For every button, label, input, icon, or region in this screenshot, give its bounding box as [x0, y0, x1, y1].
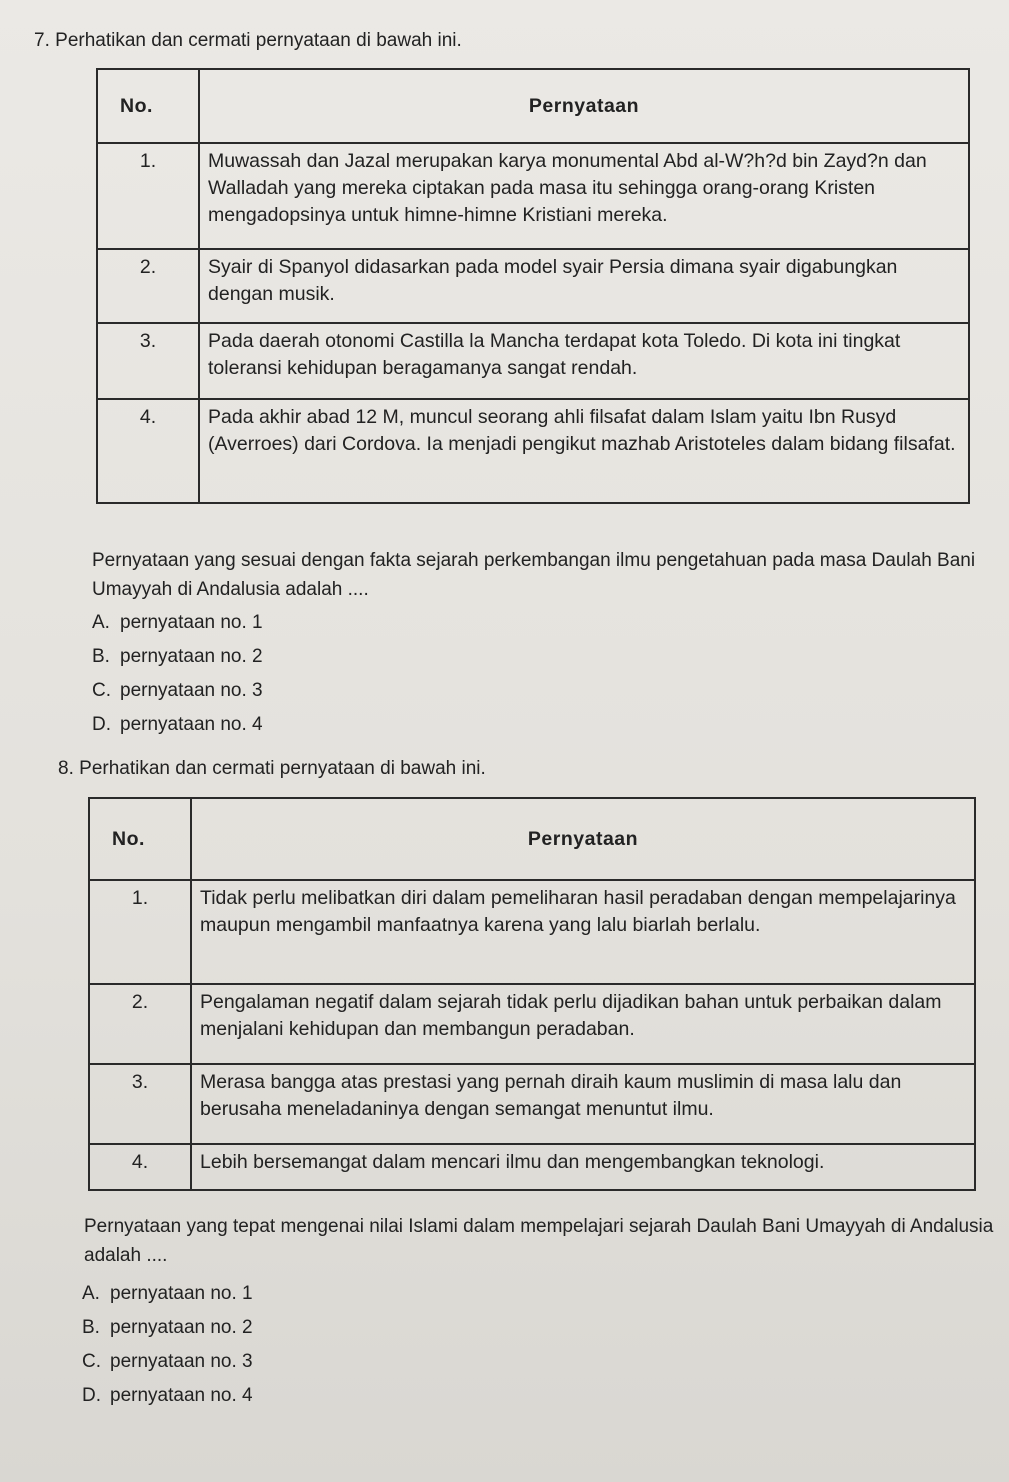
q8-question: Pernyataan yang tepat mengenai nilai Islami dalam mempelajari sejarah Daulah Bani Umayyah di Andalusia adalah ....: [84, 1216, 994, 1266]
row-number: 3.: [97, 323, 199, 399]
option-letter: A.: [82, 1283, 100, 1304]
q7-number: 7.: [34, 30, 50, 51]
table-row: [97, 249, 969, 323]
q8-instruction: Perhatikan dan cermati pernyataan di bawah ini.: [79, 758, 486, 779]
q8-option-a[interactable]: [82, 1277, 253, 1311]
q8-number: 8.: [58, 758, 74, 779]
q7-option-a[interactable]: [92, 606, 263, 640]
option-letter: A.: [92, 612, 110, 633]
row-number: 1.: [89, 880, 191, 984]
q7-option-c[interactable]: [92, 674, 263, 708]
option-letter: C.: [82, 1351, 101, 1372]
table-row: [97, 143, 969, 249]
q7-options: [92, 606, 263, 742]
table-row: [89, 1064, 975, 1144]
row-number: 2.: [89, 984, 191, 1064]
row-statement: Merasa bangga atas prestasi yang pernah diraih kaum muslimin di masa lalu dan berusaha meneladaninya dengan semangat menuntut ilmu.: [191, 1064, 975, 1144]
row-statement: Pengalaman negatif dalam sejarah tidak perlu dijadikan bahan untuk perbaikan dalam menjalani kehidupan dan membangun peradaban.: [191, 984, 975, 1064]
q8-option-c[interactable]: [82, 1345, 253, 1379]
row-number: 2.: [97, 249, 199, 323]
option-letter: B.: [82, 1317, 100, 1338]
q7-option-d[interactable]: [92, 708, 263, 742]
q7-table-header: [97, 69, 969, 143]
option-letter: B.: [92, 646, 110, 667]
option-text: pernyataan no. 2: [110, 1317, 253, 1338]
option-letter: D.: [82, 1385, 101, 1406]
q8-header-statement: Pernyataan: [191, 798, 975, 880]
table-row: [97, 399, 969, 503]
row-statement: Tidak perlu melibatkan diri dalam pemeliharan hasil peradaban dengan mempelajarinya maupun mengambil manfaatnya karena yang lalu biarlah berlalu.: [191, 880, 975, 984]
q7-question: Pernyataan yang sesuai dengan fakta sejarah perkembangan ilmu pengetahuan pada masa Daulah Bani Umayyah di Andalusia adalah ....: [92, 550, 976, 600]
q8-header-no: No.: [89, 798, 191, 880]
row-statement: Syair di Spanyol didasarkan pada model syair Persia dimana syair digabungkan dengan musik.: [199, 249, 969, 323]
q8-statement-table: [88, 797, 976, 1191]
row-statement: Pada daerah otonomi Castilla la Mancha terdapat kota Toledo. Di kota ini tingkat toleransi kehidupan beragamanya sangat rendah.: [199, 323, 969, 399]
table-row: [89, 1144, 975, 1190]
row-statement: Pada akhir abad 12 M, muncul seorang ahli filsafat dalam Islam yaitu Ibn Rusyd (Averroes) dari Cordova. Ia menjadi pengikut mazhab Aristoteles dalam bidang filsafat.: [199, 399, 969, 503]
q7-header-statement: Pernyataan: [199, 69, 969, 143]
table-row: [97, 323, 969, 399]
option-letter: C.: [92, 680, 111, 701]
q8-options: [82, 1277, 253, 1413]
q8-title: [58, 758, 486, 780]
row-number: 1.: [97, 143, 199, 249]
option-text: pernyataan no. 1: [110, 1283, 253, 1304]
q7-title: [34, 30, 462, 52]
q7-header-no: No.: [97, 69, 199, 143]
option-text: pernyataan no. 4: [120, 714, 263, 735]
q7-instruction: Perhatikan dan cermati pernyataan di bawah ini.: [55, 30, 462, 51]
table-row: [89, 984, 975, 1064]
table-row: [89, 880, 975, 984]
option-text: pernyataan no. 4: [110, 1385, 253, 1406]
q7-statement-table: [96, 68, 970, 504]
option-text: pernyataan no. 2: [120, 646, 263, 667]
row-number: 4.: [97, 399, 199, 503]
row-statement: Lebih bersemangat dalam mencari ilmu dan mengembangkan teknologi.: [191, 1144, 975, 1190]
row-number: 4.: [89, 1144, 191, 1190]
option-letter: D.: [92, 714, 111, 735]
option-text: pernyataan no. 3: [120, 680, 263, 701]
row-number: 3.: [89, 1064, 191, 1144]
option-text: pernyataan no. 1: [120, 612, 263, 633]
q8-option-b[interactable]: [82, 1311, 253, 1345]
q8-option-d[interactable]: [82, 1379, 253, 1413]
option-text: pernyataan no. 3: [110, 1351, 253, 1372]
q8-table-header: [89, 798, 975, 880]
row-statement: Muwassah dan Jazal merupakan karya monumental Abd al-W?h?d bin Zayd?n dan Walladah yang mereka ciptakan pada masa itu sehingga orang-orang Kristen mengadopsinya untuk himne-himne Kristiani mereka.: [199, 143, 969, 249]
q7-option-b[interactable]: [92, 640, 263, 674]
